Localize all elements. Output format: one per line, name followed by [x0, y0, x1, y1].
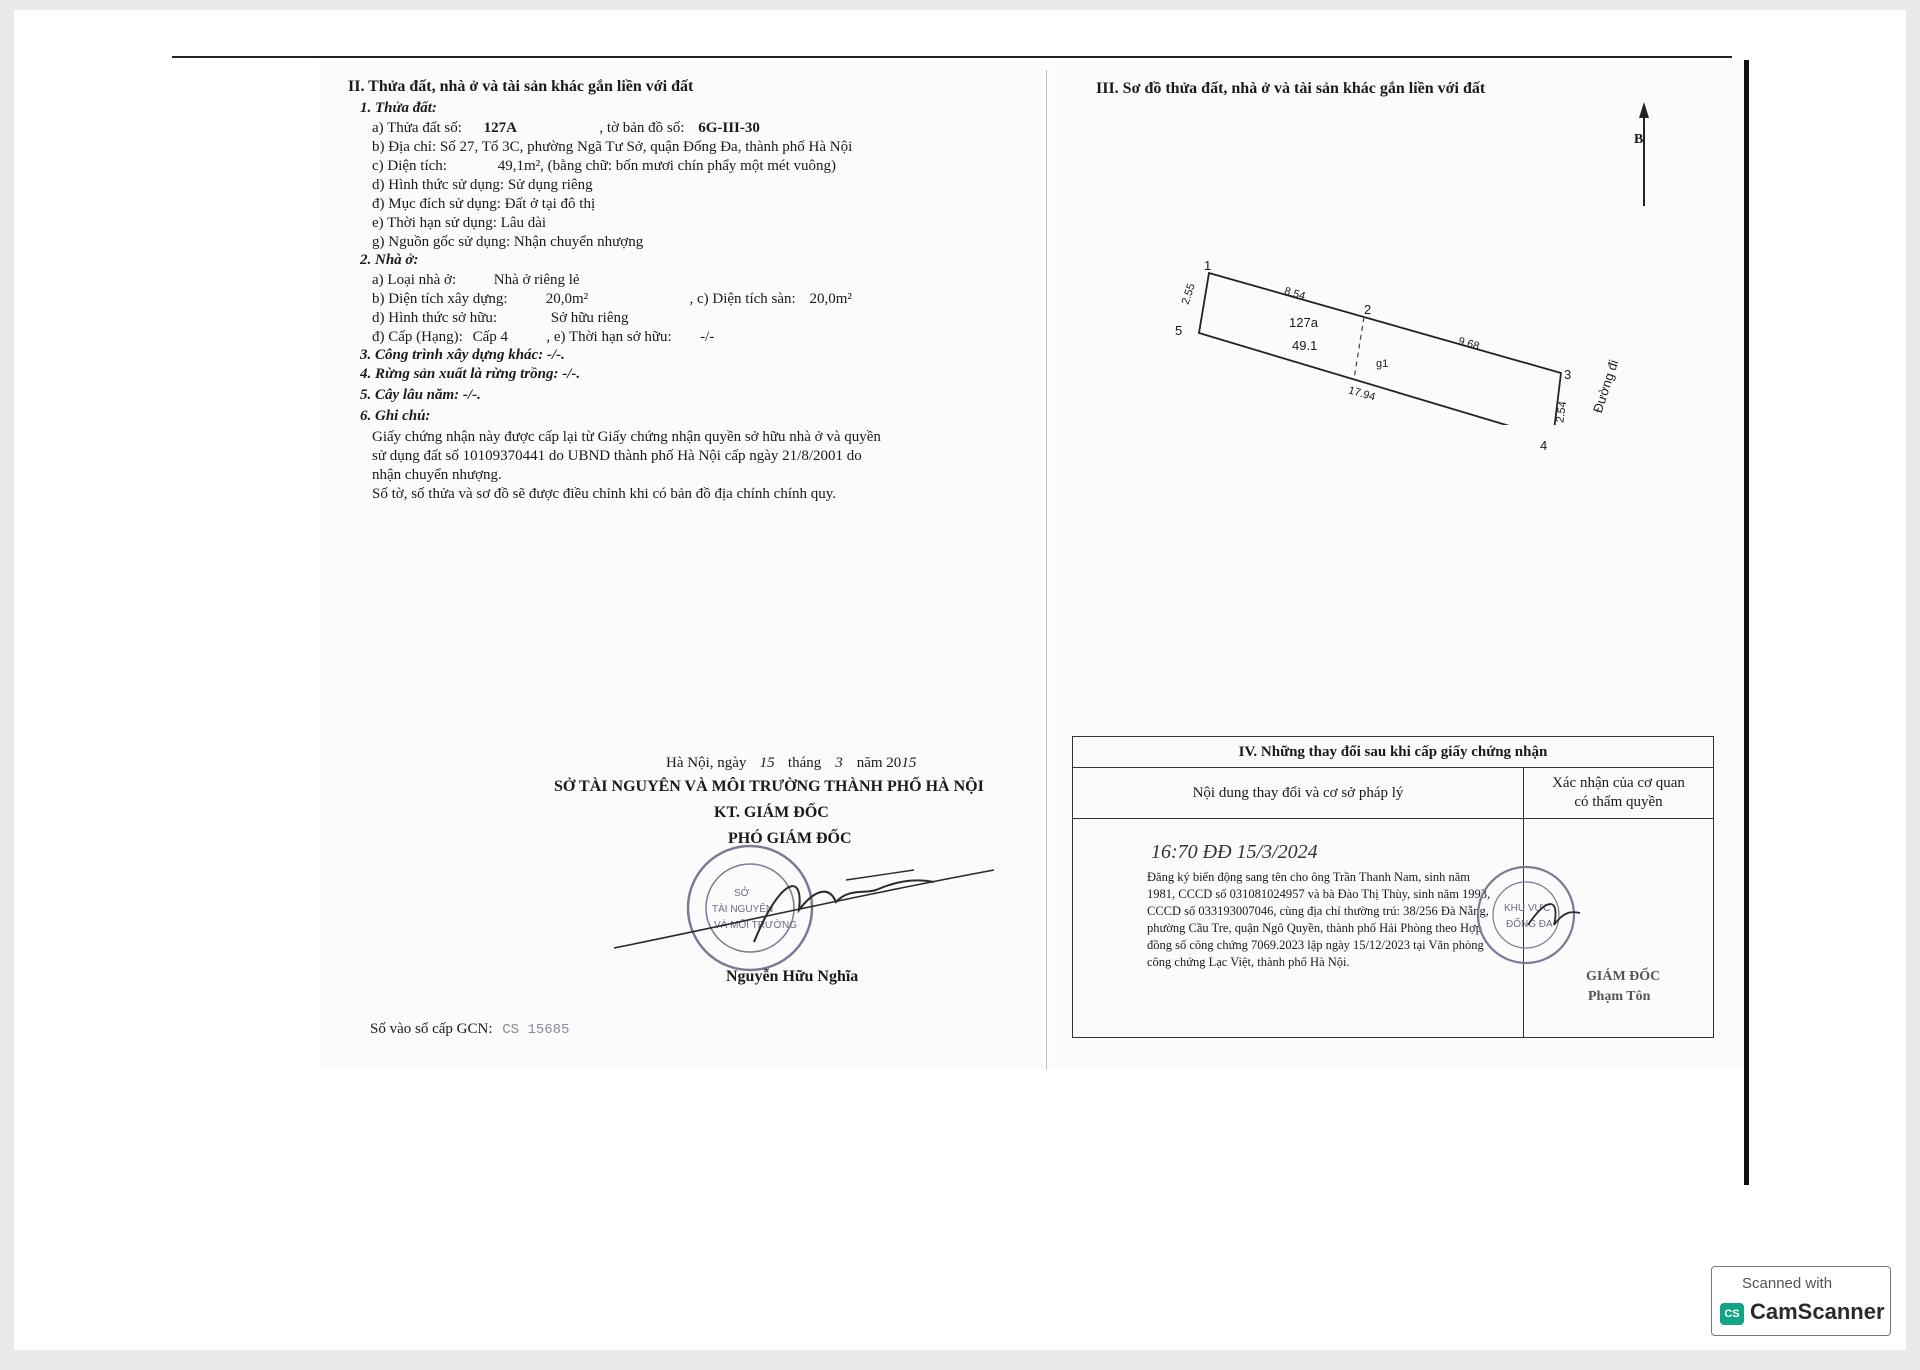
house-type-label: a) Loại nhà ở:	[372, 272, 457, 288]
dim-9-68: 9.68	[1456, 335, 1481, 353]
floor-area-label: , c) Diện tích sàn:	[689, 291, 796, 307]
col-header-content	[1073, 768, 1523, 819]
registry-line	[370, 1020, 569, 1040]
grade-line	[372, 328, 714, 347]
address-line: b) Địa chỉ: Số 27, Tổ 3C, phường Ngã Tư Sở, quận Đống Đa, thành phố Hà Nội	[372, 139, 853, 155]
official-seal-and-signature	[614, 830, 1024, 980]
svg-text:SỞ: SỞ	[734, 888, 750, 899]
area-line	[372, 157, 836, 176]
point-4: 4	[1540, 438, 1548, 453]
build-area: 20,0m²	[545, 291, 589, 307]
signer-name: Nguyễn Hữu Nghĩa	[726, 968, 859, 985]
changes-table-title: IV. Những thay đổi sau khi cấp giấy chứng nhận	[1073, 737, 1713, 768]
page-top-rule	[172, 56, 1732, 58]
area-label: c) Diện tích:	[372, 158, 447, 174]
dim-8-54: 8.54	[1282, 285, 1307, 303]
own-term: -/-	[700, 329, 715, 345]
build-area-line	[372, 290, 852, 309]
point-5: 5	[1175, 323, 1183, 338]
house-heading: 2. Nhà ở:	[360, 252, 419, 268]
use-term-line: e) Thời hạn sử dụng: Lâu dài	[372, 215, 547, 231]
own-form: Sở hữu riêng	[550, 310, 629, 326]
svg-text:KHU VỰC: KHU VỰC	[1504, 903, 1551, 914]
dim-2-55: 2.55	[1179, 281, 1198, 307]
dim-2-54: 2.54	[1554, 400, 1570, 424]
note-line-2: sử dụng đất số 10109370441 do UBND thành phố Hà Nội cấp ngày 21/8/2001 do	[372, 448, 862, 464]
dim-17-94: 17.94	[1346, 384, 1377, 404]
issue-year-suffix: 15	[901, 755, 917, 771]
use-purpose-line: đ) Mục đích sử dụng: Đất ở tại đô thị	[372, 196, 596, 212]
camscanner-badge	[1711, 1266, 1891, 1336]
section-iii-title: III. Sơ đồ thửa đất, nhà ở và tài sản khác gắn liền với đất	[1096, 80, 1486, 97]
issue-day: 15	[759, 755, 775, 771]
month-label: tháng	[787, 755, 822, 771]
house-type-line	[372, 271, 580, 290]
parcel-area-label: 49.1	[1292, 338, 1318, 353]
map-sheet-label: , tờ bản đồ số:	[599, 120, 685, 136]
point-3: 3	[1564, 367, 1572, 382]
forest-line: 4. Rừng sản xuất là rừng trồng: -/-.	[360, 366, 581, 382]
registry-label: Số vào sổ cấp GCN:	[370, 1021, 493, 1037]
map-sheet-number: 6G-III-30	[698, 120, 760, 136]
other-works-line: 3. Công trình xây dựng khác: -/-.	[360, 347, 565, 363]
parcel-label: 127a	[1289, 315, 1318, 330]
road-label: Đường đi	[1590, 357, 1622, 415]
svg-text:VÀ MÔI TRƯỜNG: VÀ MÔI TRƯỜNG	[714, 920, 798, 931]
own-term-label: , e) Thời hạn sở hữu:	[546, 329, 672, 345]
entry-handwritten-ref: 16:70 ĐĐ 15/3/2024	[1151, 841, 1318, 863]
parcel-number-line	[372, 119, 760, 138]
year-label: năm 20	[856, 755, 902, 771]
col-header-confirm-line-2: có thẩm quyền	[1574, 794, 1663, 810]
own-form-label: d) Hình thức sở hữu:	[372, 310, 498, 326]
page-right-border	[1744, 60, 1749, 1185]
grade-label: đ) Cấp (Hạng):	[372, 329, 463, 345]
house-type: Nhà ở riêng lẻ	[493, 272, 580, 288]
page-fold-line	[1046, 70, 1047, 1070]
point-2: 2	[1364, 302, 1372, 317]
confirm-title: GIÁM ĐỐC	[1586, 969, 1661, 984]
parcel-number: 127A	[483, 120, 518, 136]
changes-table	[1072, 736, 1714, 1038]
section-ii-title: II. Thửa đất, nhà ở và tài sản khác gắn liền với đất	[348, 78, 694, 95]
building-label: g1	[1376, 358, 1389, 370]
use-form-line: d) Hình thức sử dụng: Sử dụng riêng	[372, 177, 593, 193]
note-line-3: nhận chuyển nhượng.	[372, 467, 502, 483]
confirm-name: Phạm Tôn	[1588, 989, 1651, 1004]
issue-month: 3	[835, 755, 843, 771]
camscanner-logo-icon	[1720, 1303, 1744, 1325]
floor-area: 20,0m²	[809, 291, 852, 307]
north-label: B	[1634, 132, 1644, 147]
svg-text:TÀI NGUYÊN: TÀI NGUYÊN	[712, 904, 774, 915]
parcel-no-label: a) Thửa đất số:	[372, 120, 462, 136]
scan-sheet	[14, 10, 1906, 1350]
area-value: 49,1m², (bằng chữ: bốn mươi chín phẩy một mét vuông)	[497, 158, 836, 174]
place-date-prefix: Hà Nội, ngày	[666, 755, 747, 771]
kt-director: KT. GIÁM ĐỐC	[714, 804, 829, 821]
scanned-with-text: Scanned with	[1742, 1275, 1833, 1292]
grade: Cấp 4	[472, 329, 508, 345]
col-header-confirm	[1524, 768, 1713, 819]
svg-text:ĐỐNG ĐA: ĐỐNG ĐA	[1506, 919, 1553, 930]
note-line-4: Số tờ, số thửa và sơ đồ sẽ được điều chỉnh khi có bản đồ địa chính chính quy.	[372, 486, 837, 502]
confirmation-seal	[1468, 855, 1588, 975]
deputy-director: PHÓ GIÁM ĐỐC	[728, 830, 852, 847]
point-1: 1	[1204, 258, 1212, 273]
col-header-content-text: Nội dung thay đổi và cơ sở pháp lý	[1192, 785, 1404, 801]
camscanner-logo-text: CS	[1724, 1308, 1740, 1320]
land-heading: 1. Thửa đất:	[360, 100, 437, 116]
entry-text: Đăng ký biến động sang tên cho ông Trần Thanh Nam, sinh năm 1981, CCCD số 031081024957 và bà Đào Thị Thùy, sinh năm 1993, CCCD số 033193007046, cùng địa chỉ thường trú: 38/256 Đà Nẵng, phường Cầu Tre, quận Ngô Quyền, thành phố Hải Phòng theo Hợp đồng số công chứng 7069.2023 lập ngày 15/12/2023 tại Văn phòng công chứng Lạc Việt, thành phố Hà Nội.	[1147, 870, 1491, 969]
camscanner-brand: CamScanner	[1750, 1299, 1885, 1324]
registry-number: CS 15685	[502, 1022, 570, 1038]
col-header-confirm-line-1: Xác nhận của cơ quan	[1552, 775, 1685, 791]
ownership-form-line	[372, 309, 628, 328]
perennial-line: 5. Cây lâu năm: -/-.	[360, 387, 481, 403]
use-origin-line: g) Nguồn gốc sử dụng: Nhận chuyển nhượng	[372, 234, 644, 250]
note-line-1: Giấy chứng nhận này được cấp lại từ Giấy chứng nhận quyền sở hữu nhà ở và quyền	[372, 429, 881, 445]
notes-heading: 6. Ghi chú:	[360, 408, 431, 424]
place-date-line	[666, 754, 916, 773]
build-area-label: b) Diện tích xây dựng:	[372, 291, 508, 307]
issuing-agency: SỞ TÀI NGUYÊN VÀ MÔI TRƯỜNG THÀNH PHỐ HÀ NỘI	[554, 778, 984, 795]
north-arrow-icon	[1624, 102, 1664, 212]
